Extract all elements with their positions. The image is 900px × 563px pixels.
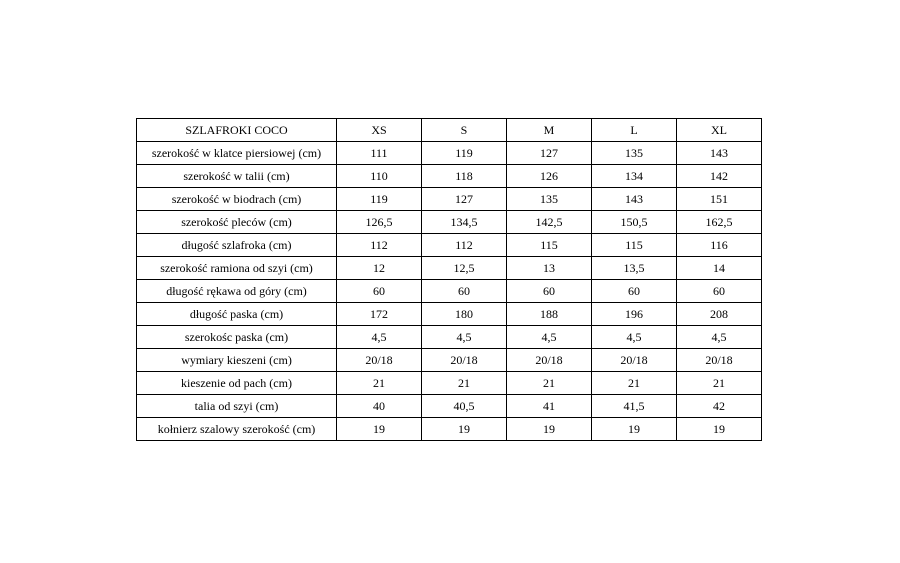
- value-cell: 19: [422, 418, 507, 441]
- value-cell: 162,5: [677, 211, 762, 234]
- row-label-cell: talia od szyi (cm): [137, 395, 337, 418]
- value-cell: 60: [422, 280, 507, 303]
- header-label-cell: SZLAFROKI COCO: [137, 119, 337, 142]
- value-cell: 143: [592, 188, 677, 211]
- value-cell: 13: [507, 257, 592, 280]
- value-cell: 134: [592, 165, 677, 188]
- table-row: [137, 326, 762, 349]
- row-label-cell: długość rękawa od góry (cm): [137, 280, 337, 303]
- value-cell: 126,5: [337, 211, 422, 234]
- value-cell: 119: [337, 188, 422, 211]
- header-size-m: M: [507, 119, 592, 142]
- value-cell: 12: [337, 257, 422, 280]
- value-cell: 112: [422, 234, 507, 257]
- value-cell: 21: [507, 372, 592, 395]
- value-cell: 142,5: [507, 211, 592, 234]
- header-row: [137, 119, 762, 142]
- row-label-cell: szerokość w biodrach (cm): [137, 188, 337, 211]
- value-cell: 135: [507, 188, 592, 211]
- value-cell: 20/18: [422, 349, 507, 372]
- value-cell: 21: [422, 372, 507, 395]
- value-cell: 20/18: [337, 349, 422, 372]
- table-row: [137, 372, 762, 395]
- value-cell: 110: [337, 165, 422, 188]
- row-label-cell: szerokośc paska (cm): [137, 326, 337, 349]
- value-cell: 19: [592, 418, 677, 441]
- value-cell: 4,5: [337, 326, 422, 349]
- value-cell: 196: [592, 303, 677, 326]
- value-cell: 127: [507, 142, 592, 165]
- value-cell: 20/18: [507, 349, 592, 372]
- table-row: [137, 349, 762, 372]
- value-cell: 40,5: [422, 395, 507, 418]
- value-cell: 12,5: [422, 257, 507, 280]
- header-size-s: S: [422, 119, 507, 142]
- value-cell: 60: [507, 280, 592, 303]
- table-row: [137, 280, 762, 303]
- value-cell: 14: [677, 257, 762, 280]
- value-cell: 20/18: [592, 349, 677, 372]
- value-cell: 188: [507, 303, 592, 326]
- row-label-cell: szerokość pleców (cm): [137, 211, 337, 234]
- size-chart-table: [136, 118, 762, 441]
- value-cell: 150,5: [592, 211, 677, 234]
- table-row: [137, 211, 762, 234]
- value-cell: 180: [422, 303, 507, 326]
- value-cell: 60: [677, 280, 762, 303]
- table-row: [137, 142, 762, 165]
- value-cell: 118: [422, 165, 507, 188]
- value-cell: 172: [337, 303, 422, 326]
- table-row: [137, 257, 762, 280]
- value-cell: 119: [422, 142, 507, 165]
- header-size-xs: XS: [337, 119, 422, 142]
- value-cell: 4,5: [677, 326, 762, 349]
- value-cell: 60: [592, 280, 677, 303]
- row-label-cell: szerokość w talii (cm): [137, 165, 337, 188]
- value-cell: 127: [422, 188, 507, 211]
- value-cell: 19: [677, 418, 762, 441]
- header-size-xl: XL: [677, 119, 762, 142]
- row-label-cell: szerokość ramiona od szyi (cm): [137, 257, 337, 280]
- value-cell: 142: [677, 165, 762, 188]
- table-row: [137, 418, 762, 441]
- row-label-cell: wymiary kieszeni (cm): [137, 349, 337, 372]
- value-cell: 19: [507, 418, 592, 441]
- value-cell: 42: [677, 395, 762, 418]
- value-cell: 143: [677, 142, 762, 165]
- row-label-cell: długość szlafroka (cm): [137, 234, 337, 257]
- row-label-cell: kieszenie od pach (cm): [137, 372, 337, 395]
- value-cell: 21: [337, 372, 422, 395]
- table-row: [137, 234, 762, 257]
- row-label-cell: kołnierz szalowy szerokość (cm): [137, 418, 337, 441]
- value-cell: 115: [592, 234, 677, 257]
- value-cell: 21: [592, 372, 677, 395]
- value-cell: 111: [337, 142, 422, 165]
- header-size-l: L: [592, 119, 677, 142]
- value-cell: 208: [677, 303, 762, 326]
- value-cell: 60: [337, 280, 422, 303]
- value-cell: 4,5: [422, 326, 507, 349]
- value-cell: 13,5: [592, 257, 677, 280]
- value-cell: 134,5: [422, 211, 507, 234]
- value-cell: 19: [337, 418, 422, 441]
- value-cell: 151: [677, 188, 762, 211]
- table-row: [137, 188, 762, 211]
- table-row: [137, 395, 762, 418]
- value-cell: 21: [677, 372, 762, 395]
- table-row: [137, 303, 762, 326]
- row-label-cell: szerokość w klatce piersiowej (cm): [137, 142, 337, 165]
- value-cell: 112: [337, 234, 422, 257]
- value-cell: 41: [507, 395, 592, 418]
- row-label-cell: długość paska (cm): [137, 303, 337, 326]
- value-cell: 115: [507, 234, 592, 257]
- value-cell: 116: [677, 234, 762, 257]
- value-cell: 41,5: [592, 395, 677, 418]
- value-cell: 135: [592, 142, 677, 165]
- value-cell: 4,5: [507, 326, 592, 349]
- value-cell: 4,5: [592, 326, 677, 349]
- value-cell: 126: [507, 165, 592, 188]
- value-cell: 40: [337, 395, 422, 418]
- value-cell: 20/18: [677, 349, 762, 372]
- table-row: [137, 165, 762, 188]
